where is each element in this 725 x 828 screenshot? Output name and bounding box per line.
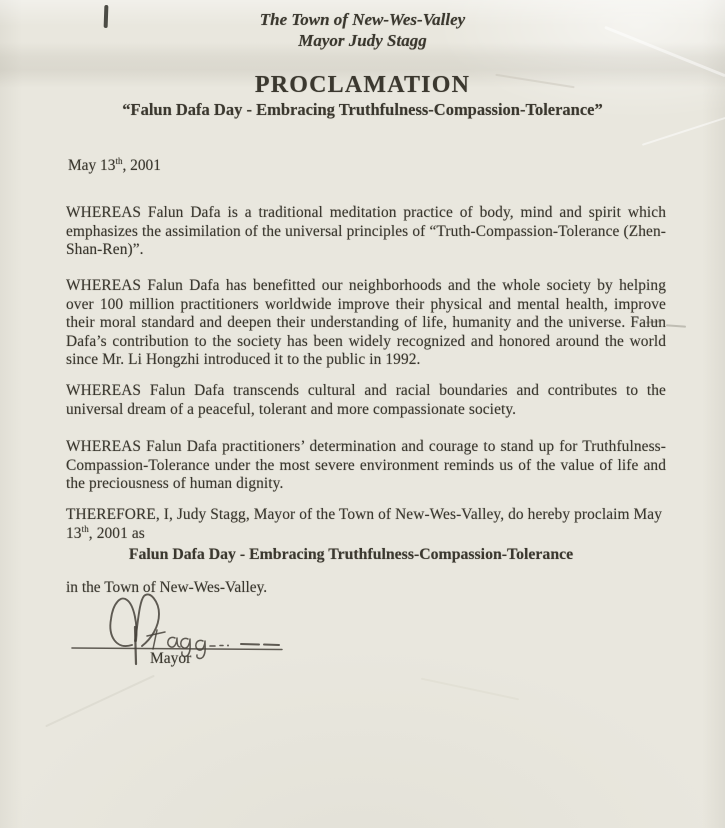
- letterhead: [0, 9, 725, 51]
- date-suffix: , 2001: [122, 157, 161, 174]
- date-ordinal: th: [115, 156, 123, 166]
- signature-role-label: Mayor: [150, 650, 192, 667]
- town-name: The Town of New-Wes-Valley: [259, 10, 466, 29]
- whereas-paragraph-1: WHEREAS Falun Dafa is a traditional meditation practice of body, mind and spirit which emphasizes the assimilation of the universal principles of “Truth-Compassion-Tolerance (Zhen-Shan-Ren)”.: [66, 204, 666, 259]
- therefore-ordinal: th: [81, 523, 89, 534]
- therefore-suffix: , 2001 as: [88, 524, 145, 542]
- closing-line: in the Town of New-Wes-Valley.: [66, 579, 268, 596]
- proclamation-subtitle: “Falun Dafa Day - Embracing Truthfulness-Compassion-Tolerance”: [122, 100, 603, 119]
- therefore-paragraph: [66, 506, 666, 543]
- whereas-paragraph-2: WHEREAS Falun Dafa has benefitted our neighborhoods and the whole society by helping over 100 million practitioners worldwide improve their physical and mental health, improve their moral standard and deepen their understanding of life, humanity and the universe. Falun Dafa’s contribution to the society has been widely recognized and honored around the world since Mr. Li Hongzhi introduced it to the public in 1992.: [66, 277, 666, 369]
- pencil-scratch-mark: [666, 324, 686, 327]
- paper-crease: [642, 116, 725, 146]
- mayor-name: Mayor Judy Stagg: [298, 31, 427, 50]
- whereas-paragraph-3: WHEREAS Falun Dafa transcends cultural and racial boundaries and contributes to the universal dream of a peaceful, tolerant and more compassionate society.: [66, 382, 666, 418]
- paper-crease: [421, 678, 519, 701]
- paper-crease: [45, 675, 155, 728]
- proclamation-title: PROCLAMATION: [254, 72, 471, 98]
- date-prefix: May 13: [68, 157, 116, 174]
- therefore-prefix: THEREFORE, I, Judy Stagg, Mayor of the Town of New-Wes-Valley, do hereby proclaim May 13: [66, 506, 663, 542]
- whereas-paragraph-4: WHEREAS Falun Dafa practitioners’ determination and courage to stand up for Truthfulness-Compassion-Tolerance under the most severe environment reminds us of the value of life and the preciousness of human dignity.: [66, 438, 666, 493]
- proclaimed-day-line: Falun Dafa Day - Embracing Truthfulness-Compassion-Tolerance: [128, 546, 574, 563]
- date-line: [68, 157, 161, 175]
